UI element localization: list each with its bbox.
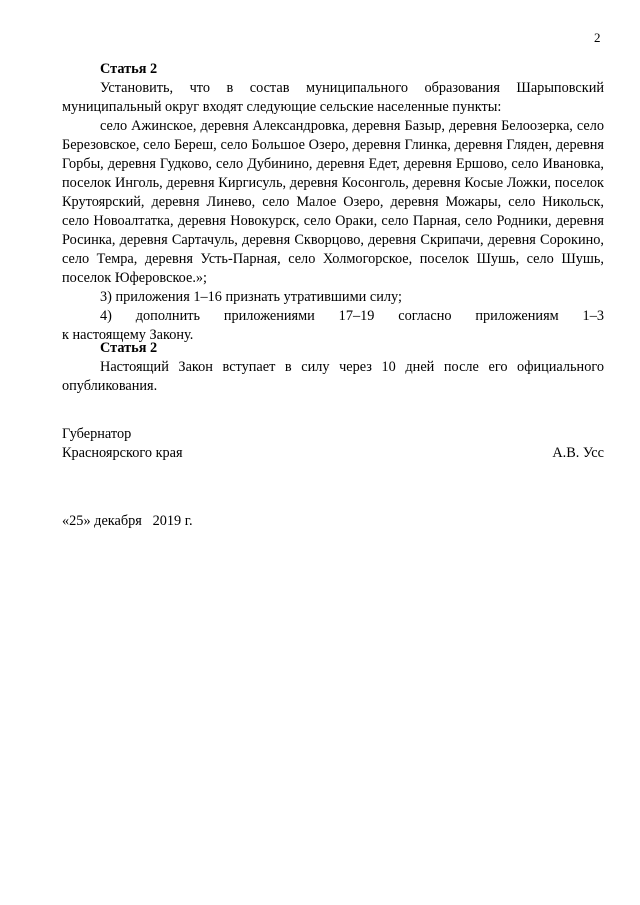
item-4 (62, 307, 604, 326)
item-4-line1: 4) дополнить приложениями 17–19 согласно приложениям 1–3 (100, 308, 604, 324)
article-2-heading: Статья 2 (100, 340, 158, 356)
page-number: 2 (594, 30, 601, 45)
item-3: 3) приложения 1–16 признать утратившими силу; (100, 289, 402, 305)
article-1-heading: Статья 2 (100, 61, 158, 77)
signature-block (62, 425, 604, 463)
signatory-name: А.В. Усс (552, 445, 604, 461)
signatory-title-line1: Губернатор (62, 426, 132, 442)
settlements-list: село Ажинское, деревня Александровка, деревня Базыр, деревня Белоозерка, село Березовское, село Береш, село Большое Озеро, деревня Глинка, деревня Гляден, деревня Горбы, деревня Гудково, село Дубинино, деревня Едет, деревня Ершово, село Ивановка, поселок Инголь, деревня Киргисуль, деревня Косонголь, деревня Косые Ложки, поселок Крутоярский, деревня Линево, село Малое Озеро, деревня Можары, село Никольск, село Новоалтатка, деревня Новокурск, село Ораки, село Парная, село Родники, деревня Росинка, деревня Сартачуль, деревня Скворцово, деревня Скрипачи, деревня Сорокино, село Темра, деревня Усть-Парная, село Холмогорское, поселок Шушь, село Шушь, поселок Юферовское.»; (62, 118, 604, 286)
article-1-intro: Установить, что в состав муниципального образования Шарыповский муниципальный округ входят следующие сельские населенные пункты: (62, 80, 604, 115)
signatory-title-line2: Красноярского края (62, 445, 183, 461)
item-4-continuation: к настоящему Закону. (62, 327, 194, 343)
article-1-section (62, 60, 604, 345)
signature-row (62, 444, 604, 463)
document-date: «25» декабря 2019 г. (62, 513, 193, 529)
article-2-section (62, 339, 604, 396)
article-2-text: Настоящий Закон вступает в силу через 10 дней после его официального опубликования. (62, 359, 604, 394)
